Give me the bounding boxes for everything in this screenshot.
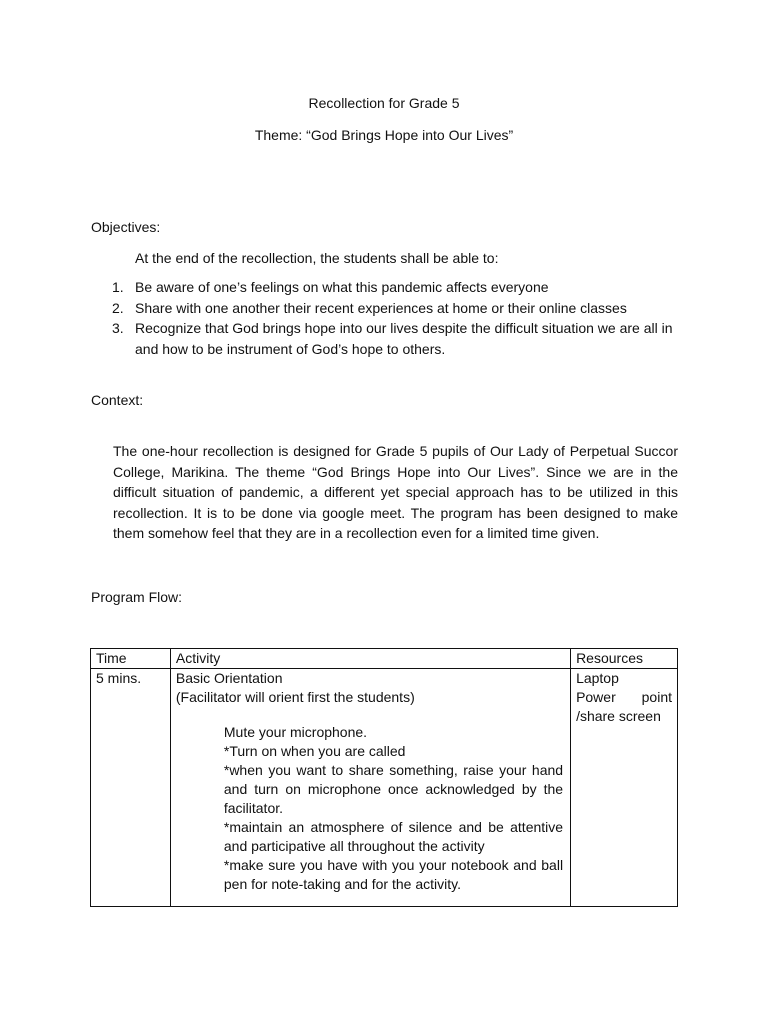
rule-item: Mute your microphone. [223,724,368,740]
objective-text: Be aware of one’s feelings on what this pandemic affects everyone [135,279,549,295]
objective-text: Share with one another their recent experiences at home or their online classes [135,299,627,316]
objectives-intro: At the end of the recollection, the students shall be able to: [135,250,499,266]
objective-item [0,277,768,298]
activity-title: Basic Orientation [175,670,283,686]
resource-point-word: point [641,689,672,705]
resource-share-screen: /share screen [576,708,661,724]
orientation-rules [224,723,563,894]
table-row [91,669,678,907]
cell-time: 5 mins. [91,669,171,907]
objective-item [0,318,768,359]
cell-resources [571,669,678,907]
rule-item: *make sure you have with you your notebook and ball pen for note-taking and for the activity. [223,857,564,892]
document-theme: Theme: “God Brings Hope into Our Lives” [254,127,514,143]
context-paragraph: The one-hour recollection is designed for Grade 5 pupils of Our Lady of Perpetual Succor College, Marikina. The theme “God Brings Hope into Our Lives”. Since we are in the difficult situation of pandemic, a different yet special approach has to be utilized in this recollection. It is to be done via google meet. The program has been designed to make them somehow feel that they are in a recollection even for a limited time given. [113,443,678,541]
column-header-time: Time [91,649,171,669]
resource-power-word: Power [576,689,616,705]
objective-item [0,298,768,319]
rule-item: *Turn on when you are called [223,743,406,759]
program-flow-heading: Program Flow: [91,589,183,605]
table-header-row [91,649,678,669]
resource-laptop: Laptop [576,670,619,686]
rule-item: *when you want to share something, raise your hand and turn on microphone once acknowledged by the facilitator. [223,762,564,816]
resource-power-point [576,688,672,707]
program-flow-table [90,648,678,907]
objective-number: 1. [112,279,124,295]
objectives-list [0,277,768,359]
rule-item: *maintain an atmosphere of silence and be attentive and participative all throughout the activity [223,819,564,854]
column-header-activity: Activity [170,649,570,669]
objective-number: 2. [112,299,124,316]
context-heading: Context: [91,392,144,408]
cell-activity [170,669,570,907]
column-header-resources: Resources [571,649,678,669]
objective-number: 3. [112,320,124,336]
document-title: Recollection for Grade 5 [308,95,460,111]
objectives-heading: Objectives: [91,219,161,235]
activity-subtitle: (Facilitator will orient first the students) [175,689,415,705]
objective-text: Recognize that God brings hope into our lives despite the difficult situation we are all in and how to be instrument of God’s hope to others. [135,320,673,357]
